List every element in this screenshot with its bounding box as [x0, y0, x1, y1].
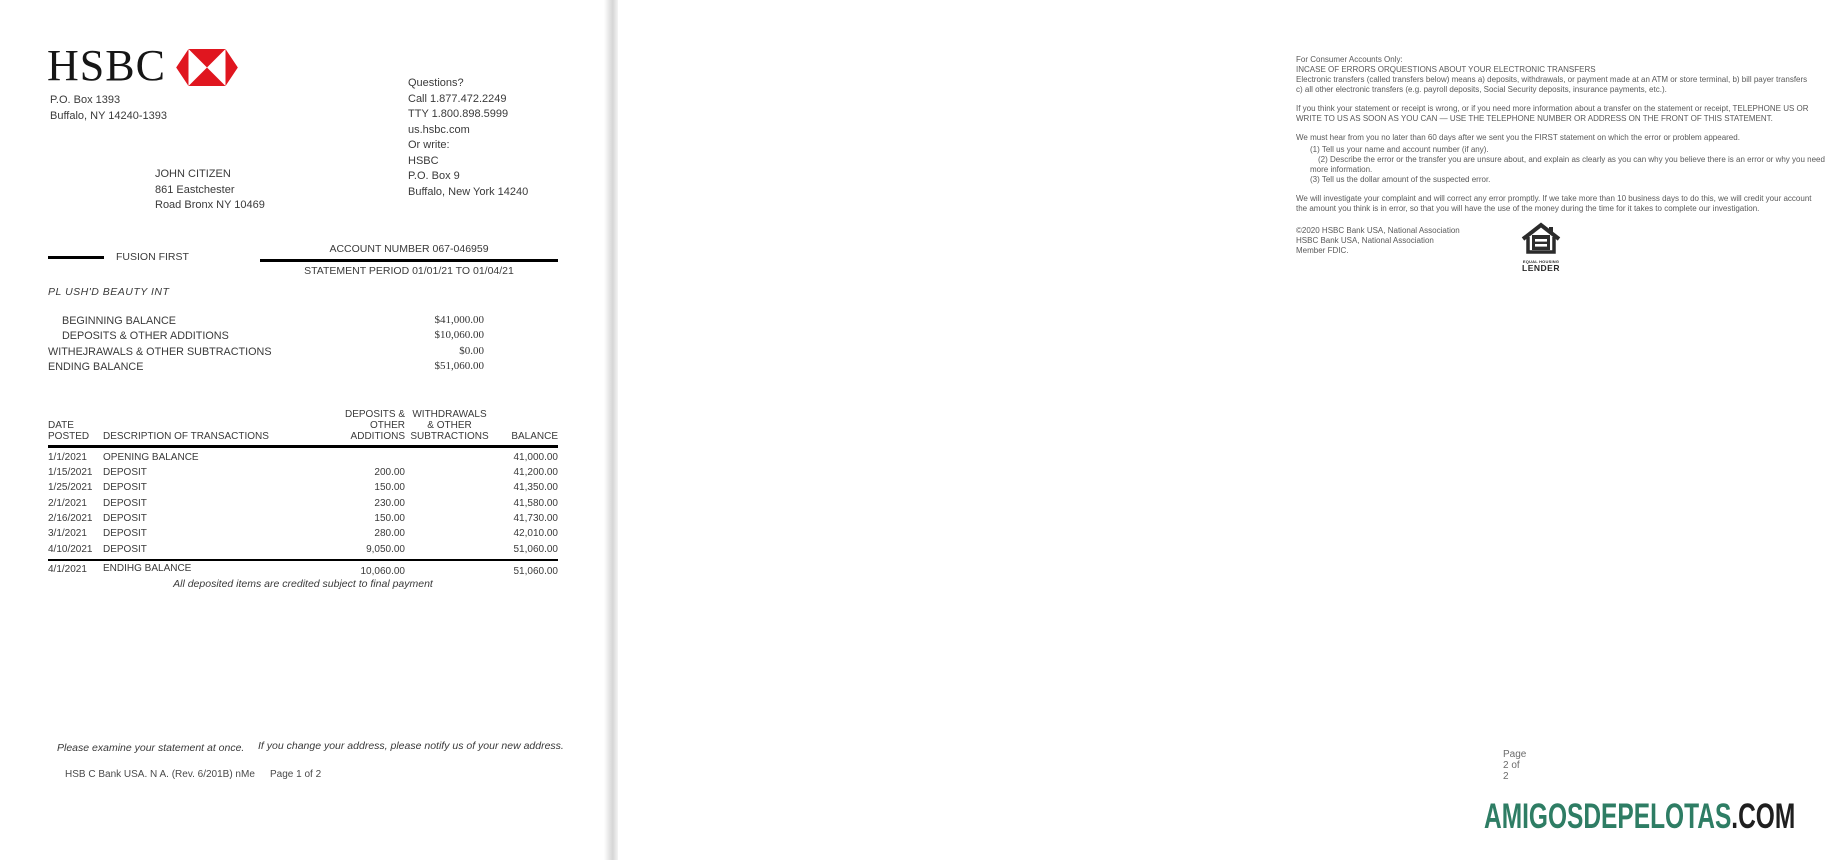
header-line: WITHDRAWALS — [412, 409, 487, 420]
disclosure-line: If you think your statement or receipt is wrong, or if you need more information about a transfer on the statement or receipt, TELEPHONE US OR — [1296, 104, 1809, 113]
header-line: & OTHER — [427, 420, 472, 431]
disclosure-para3 — [1296, 133, 1826, 143]
disclosure-intro — [1296, 55, 1826, 95]
transactions-table — [48, 400, 558, 577]
recipient-line: Road Bronx NY 10469 — [155, 199, 265, 211]
cell-balance: 51,060.00 — [513, 566, 558, 578]
transactions-header — [48, 400, 558, 442]
cell-deposits: 150.00 — [374, 482, 405, 494]
watermark-logo — [1484, 797, 1795, 837]
bank-rev-line: HSB C Bank USA. N A. (Rev. 6/201B) nMe — [65, 769, 255, 780]
transaction-row — [48, 463, 558, 478]
hsbc-logo-icon — [176, 49, 238, 86]
equal-housing-lender-logo — [1518, 222, 1564, 272]
questions-line: Call 1.877.472.2249 — [408, 92, 507, 105]
header-balance: BALANCE — [511, 431, 558, 442]
cell-date: 2/16/2021 — [48, 513, 93, 525]
cell-description: DEPOSIT — [103, 497, 147, 509]
cell-date: 4/1/2021 — [48, 564, 87, 576]
copyright-line: ©2020 HSBC Bank USA, National Association — [1296, 226, 1460, 235]
cell-balance: 41,580.00 — [513, 497, 558, 509]
cell-balance: 41,000.00 — [513, 451, 558, 463]
cell-deposits: 10,060.00 — [360, 566, 405, 578]
disclosure-line: the amount you think is in error, so that you will have the use of the money during the time for it takes to complete our investigation. — [1296, 204, 1760, 213]
examine-note: Please examine your statement at once. — [57, 742, 245, 754]
transactions-body — [48, 448, 558, 556]
header-date-posted — [48, 420, 89, 442]
watermark-tld: .COM — [1731, 797, 1796, 836]
transaction-row — [48, 478, 558, 493]
cell-deposits: 230.00 — [374, 497, 405, 509]
summary-amount: $51,060.00 — [434, 360, 484, 373]
header-line: OTHER — [370, 420, 405, 431]
cell-balance: 41,200.00 — [513, 466, 558, 478]
address-change-note: If you change your address, please notify us of your new address. — [258, 740, 564, 752]
cell-balance: 42,010.00 — [513, 528, 558, 540]
questions-line: Questions? — [408, 77, 464, 89]
summary-amount: $41,000.00 — [434, 314, 484, 326]
product-name: FUSION FIRST — [116, 251, 189, 263]
product-rule — [48, 256, 104, 259]
questions-line: Buffalo, New York 14240 — [408, 185, 529, 198]
hsbc-wordmark: HSBC — [47, 41, 166, 90]
questions-line: Or write: — [408, 139, 450, 151]
disclosure-line: For Consumer Accounts Only: — [1296, 55, 1403, 64]
header-line: DATE — [48, 420, 74, 431]
disclosure-line: WRITE TO US AS SOON AS YOU CAN — USE THE TELEPHONE NUMBER OR ADDRESS ON THE FRONT OF THIS STATEMENT. — [1296, 114, 1773, 123]
cell-date: 1/25/2021 — [48, 482, 93, 494]
disclosure-line: INCASE OF ERRORS ORQUESTIONS ABOUT YOUR ELECTRONIC TRANSFERS — [1296, 65, 1596, 74]
cell-date: 1/1/2021 — [48, 451, 87, 463]
watermark-name: AMIGOSDEPELOTAS — [1484, 797, 1732, 836]
cell-description: DEPOSIT — [103, 466, 147, 478]
account-rule — [260, 259, 558, 262]
cell-description: DEPOSIT — [103, 513, 147, 525]
copyright-line: HSBC Bank USA, National Association — [1296, 236, 1434, 245]
disclosure-list-line: more information. — [1310, 165, 1373, 174]
cell-deposits: 9,050.00 — [366, 543, 405, 555]
equal-housing-house-icon — [1518, 222, 1564, 254]
header-deposits — [278, 409, 405, 442]
cell-description: DEPOSIT — [103, 528, 147, 540]
cell-description: OPENING BALANCE — [103, 451, 199, 463]
ending-balance-row — [48, 559, 558, 577]
transaction-row — [48, 494, 558, 509]
bank-address — [50, 93, 167, 124]
summary-amount: $0.00 — [459, 344, 484, 357]
summary-amount: $10,060.00 — [434, 329, 484, 342]
disclosure-para4 — [1296, 194, 1826, 214]
cell-date: 3/1/2021 — [48, 528, 87, 540]
account-holder-name: PL USH'D BEAUTY INT — [48, 286, 170, 298]
statement-page-2 — [618, 0, 1825, 860]
disclosure-list — [1296, 145, 1826, 185]
cell-deposits: 200.00 — [374, 466, 405, 478]
account-number-label: ACCOUNT NUMBER 067-046959 — [329, 243, 489, 255]
bank-address-line: P.O. Box 1393 — [50, 94, 121, 106]
summary-row — [48, 328, 484, 343]
transaction-row — [48, 448, 558, 463]
statement-period-label: STATEMENT PERIOD 01/01/21 TO 01/04/21 — [304, 265, 514, 277]
copyright-line: Member FDIC. — [1296, 246, 1349, 255]
cell-deposits: 280.00 — [374, 528, 405, 540]
lender-text: LENDER — [1522, 263, 1560, 273]
cell-deposits: 150.00 — [374, 513, 405, 525]
cell-balance: 41,350.00 — [513, 482, 558, 494]
deposits-note: All deposited items are credited subject to final payment — [173, 578, 433, 590]
cell-description: DEPOSIT — [103, 543, 147, 555]
equal-housing-text: EQUAL HOUSING — [1522, 259, 1560, 264]
disclosure-list-line: (2) Describe the error or the transfer you are unsure about, and explain as clearly as you can why you believe there is an error or why you need — [1318, 155, 1825, 164]
transaction-row — [48, 509, 558, 524]
cell-date: 4/10/2021 — [48, 543, 93, 555]
summary-label: DEPOSITS & OTHER ADDITIONS — [62, 330, 229, 343]
questions-line: P.O. Box 9 — [408, 170, 460, 182]
disclosure-para2 — [1296, 104, 1826, 124]
disclosure-list-line: (3) Tell us the dollar amount of the suspected error. — [1310, 175, 1491, 184]
questions-line: TTY 1.800.898.5999 — [408, 108, 509, 120]
recipient-line: JOHN CITIZEN — [155, 168, 231, 180]
cell-balance: 51,060.00 — [513, 543, 558, 555]
transaction-row — [48, 540, 558, 555]
summary-label: ENDING BALANCE — [48, 361, 144, 374]
questions-line: us.hsbc.com — [408, 123, 470, 136]
summary-row — [48, 359, 484, 374]
page-1-label: Page 1 of 2 — [270, 769, 322, 780]
transaction-row — [48, 524, 558, 539]
cell-balance: 41,730.00 — [513, 513, 558, 525]
disclosure-line: We must hear from you no later than 60 days after we sent you the FIRST statement on which the error or problem appeared. — [1296, 133, 1740, 142]
cell-description: ENDIHG BALANCE — [103, 563, 192, 575]
header-line: SUBTRACTIONS — [410, 431, 489, 442]
header-line: DEPOSITS & — [344, 409, 405, 420]
balance-summary — [48, 313, 484, 375]
recipient-line: 861 Eastchester — [155, 183, 235, 196]
statement-page-1 — [0, 0, 606, 860]
disclosure-line: Electronic transfers (called transfers below) means a) deposits, withdrawals, or payment made at an ATM or store terminal, b) bill payer transfers — [1296, 75, 1808, 84]
summary-row — [48, 344, 484, 359]
summary-row — [48, 313, 484, 328]
header-line: POSTED — [48, 431, 90, 442]
summary-label: WITHEJRAWALS & OTHER SUBTRACTIONS — [48, 345, 272, 358]
cell-date: 1/15/2021 — [48, 466, 93, 478]
cell-date: 2/1/2021 — [48, 497, 87, 509]
page-2-label: Page 2 of 2 — [1503, 749, 1527, 782]
header-line: ADDITIONS — [350, 431, 405, 442]
disclosure-line: We will investigate your complaint and will correct any error promptly. If we take more than 10 business days to do this, we will credit your account — [1296, 194, 1812, 203]
questions-block — [408, 76, 528, 200]
summary-label: BEGINNING BALANCE — [62, 315, 176, 327]
cell-description: DEPOSIT — [103, 482, 147, 494]
disclosure-list-line: (1) Tell us your name and account number (if any). — [1310, 145, 1489, 154]
bank-address-line: Buffalo, NY 14240-1393 — [50, 109, 168, 122]
disclosure-line: c) all other electronic transfers (e.g. payroll deposits, Social Security deposits, insurance payments, etc.). — [1296, 85, 1667, 94]
header-description: DESCRIPTION OF TRANSACTIONS — [103, 431, 269, 442]
questions-line: HSBC — [408, 154, 439, 167]
recipient-address — [155, 167, 265, 214]
